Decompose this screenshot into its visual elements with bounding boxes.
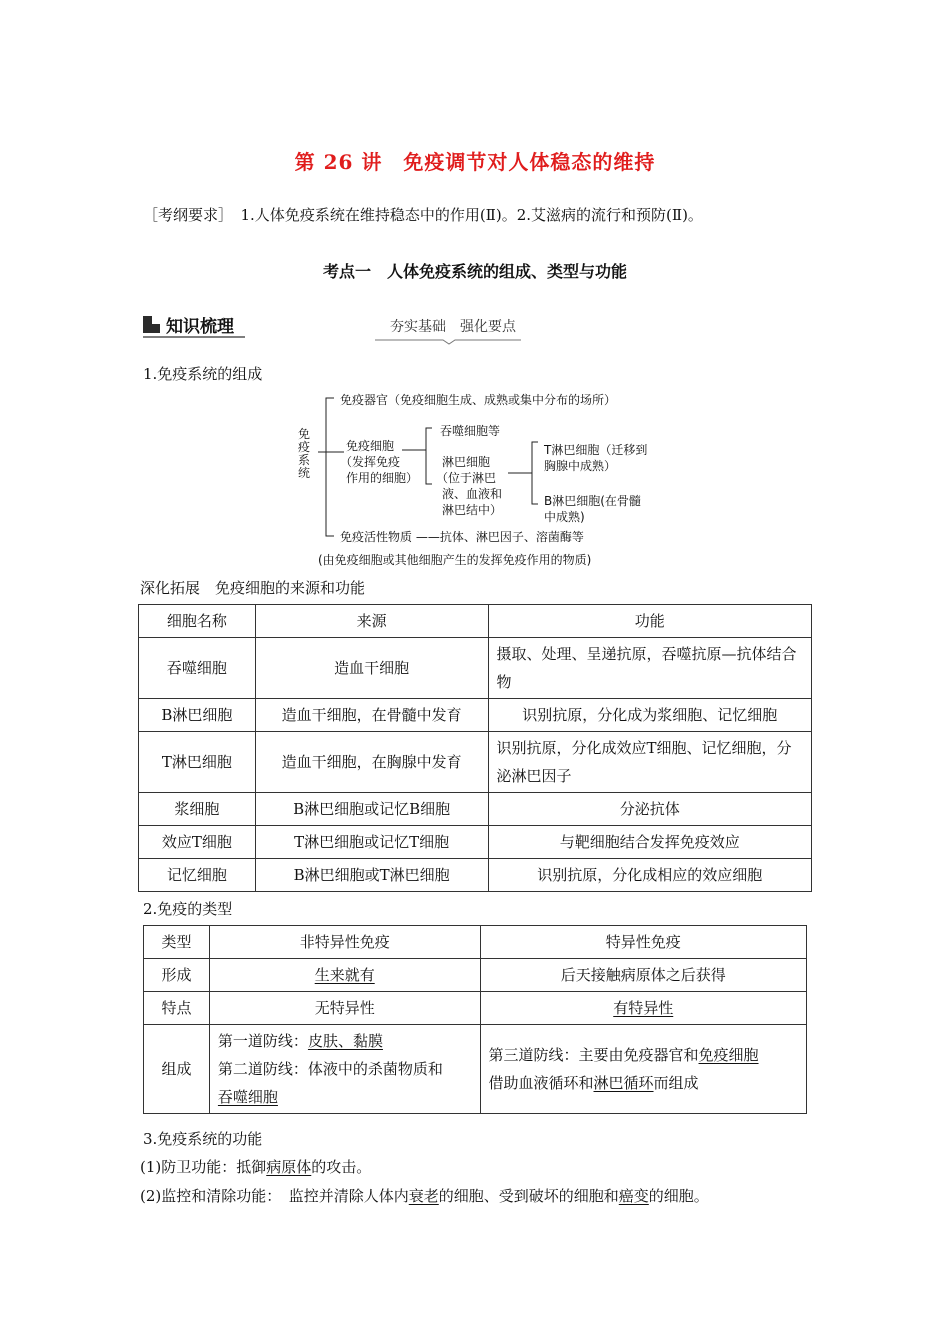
table-cell: 摄取、处理、呈递抗原，吞噬抗原—抗体结合物 <box>488 638 812 699</box>
table-cell: 记忆细胞 <box>139 859 256 892</box>
diagram-immune-cell-l3: 作用的细胞） <box>346 471 419 485</box>
diagram-note: (由免疫细胞或其他细胞产生的发挥免疫作用的物质) <box>318 553 592 567</box>
table-cell: 造血干细胞 <box>255 638 488 699</box>
table-cell: B淋巴细胞 <box>139 699 256 732</box>
table-row <box>139 859 812 892</box>
table-cell: 分泌抗体 <box>488 793 812 826</box>
topic-heading: 考点一 人体免疫系统的组成、类型与功能 <box>322 262 627 281</box>
underlined-answer: 皮肤、黏膜 <box>307 1032 383 1050</box>
diagram-phagocyte: 吞噬细胞等 <box>440 424 501 438</box>
table-cell: 识别抗原，分化成为浆细胞、记忆细胞 <box>488 699 812 732</box>
table-cell: 后天接触病原体之后获得 <box>480 959 807 992</box>
table-row <box>139 638 812 699</box>
table-cell: 效应T细胞 <box>139 826 256 859</box>
table-row <box>144 959 807 992</box>
diagram-b-cell-l2: 中成熟) <box>544 510 585 524</box>
band-underline <box>143 334 523 346</box>
table-cell: 识别抗原，分化成效应T细胞、记忆细胞，分泌淋巴因子 <box>488 732 812 793</box>
table-header-row <box>139 605 812 638</box>
table-header: 来源 <box>255 605 488 638</box>
section-3-heading: 3.免疫系统的功能 <box>143 1130 263 1148</box>
underlined-answer: 有特异性 <box>613 999 674 1017</box>
section-marker-notch <box>152 316 160 324</box>
table-cell: T淋巴细胞 <box>139 732 256 793</box>
table-cell: B淋巴细胞或T淋巴细胞 <box>255 859 488 892</box>
diagram-immune-cell-l1: 免疫细胞 <box>346 439 395 453</box>
table-cell <box>209 1025 480 1114</box>
table-cell <box>480 992 807 1025</box>
diagram-immune-organ: 免疫器官（免疫细胞生成、成熟或集中分布的场所） <box>340 393 617 407</box>
table-cell <box>209 959 480 992</box>
table-cell: T淋巴细胞或记忆T细胞 <box>255 826 488 859</box>
table-cell: 无特异性 <box>209 992 480 1025</box>
underlined-answer: 病原体 <box>266 1158 312 1176</box>
diagram-lymphocyte-l4: 淋巴结中） <box>442 503 503 517</box>
underlined-answer: 免疫细胞 <box>698 1046 759 1064</box>
underlined-answer: 癌变 <box>618 1187 649 1205</box>
diagram-root-label: 免 疫 系 统 <box>298 427 311 480</box>
knowledge-band-title: 知识梳理 <box>166 317 234 337</box>
table-row <box>139 793 812 826</box>
table-cell: 与靶细胞结合发挥免疫效应 <box>488 826 812 859</box>
table-row <box>139 826 812 859</box>
second-line-label: 第二道防线：体液中的杀菌物质和 <box>217 1060 443 1078</box>
diagram-b-cell-l1: B淋巴细胞(在骨髓 <box>544 494 641 508</box>
table-cell <box>480 1025 807 1114</box>
underlined-answer: 吞噬细胞 <box>217 1088 278 1106</box>
underlined-answer: 生来就有 <box>314 966 375 984</box>
underlined-answer: 衰老 <box>408 1187 439 1205</box>
table-row <box>139 732 812 793</box>
table-cell: 吞噬细胞 <box>139 638 256 699</box>
table-header-row <box>144 926 807 959</box>
diagram-t-cell-l1: T淋巴细胞（迁移到 <box>544 443 648 457</box>
knowledge-band-subtitle: 夯实基础 强化要点 <box>390 319 516 335</box>
function-surveillance-mid: 的细胞、受到破坏的细胞和 <box>438 1187 619 1205</box>
function-defense-end: 的攻击。 <box>311 1158 372 1176</box>
table-header: 非特异性免疫 <box>209 926 480 959</box>
table-header: 特异性免疫 <box>480 926 807 959</box>
diagram-t-cell-l2: 胸腺中成熟） <box>544 459 617 473</box>
first-line-label: 第一道防线： <box>217 1032 308 1050</box>
function-surveillance-text: (2)监控和清除功能： 监控并清除人体内 <box>140 1187 409 1205</box>
function-surveillance <box>140 1185 709 1206</box>
table-header: 类型 <box>144 926 210 959</box>
diagram-lymphocyte-l2: （位于淋巴 <box>436 471 497 485</box>
function-defense <box>140 1156 371 1177</box>
diagram-immune-cell-l2: （发挥免疫 <box>340 455 401 469</box>
table-cell: 造血干细胞，在骨髓中发育 <box>255 699 488 732</box>
table-cell: 组成 <box>144 1025 210 1114</box>
table-row <box>144 992 807 1025</box>
table-row <box>139 699 812 732</box>
deep-extension-title: 深化拓展 免疫细胞的来源和功能 <box>140 579 366 597</box>
section-1-heading: 1.免疫系统的组成 <box>143 365 263 383</box>
immune-cell-table <box>138 604 812 892</box>
table-cell: 形成 <box>144 959 210 992</box>
immunity-type-table <box>143 925 807 1114</box>
lesson-title: 第 26 讲 免疫调节对人体稳态的维持 <box>294 150 656 174</box>
third-line-end: 而组成 <box>653 1074 699 1092</box>
third-line-label: 第三道防线：主要由免疫器官和 <box>488 1046 699 1064</box>
table-cell: 特点 <box>144 992 210 1025</box>
table-cell: B淋巴细胞或记忆B细胞 <box>255 793 488 826</box>
table-row <box>144 1025 807 1114</box>
table-header: 功能 <box>488 605 812 638</box>
diagram-lymphocyte-l3: 液、血液和 <box>442 487 503 501</box>
diagram-active-substance: 免疫活性物质 ——抗体、淋巴因子、溶菌酶等 <box>340 530 584 544</box>
diagram-lymphocyte-l1: 淋巴细胞 <box>442 455 491 469</box>
table-cell: 造血干细胞，在胸腺中发育 <box>255 732 488 793</box>
exam-requirements: ［考纲要求］ 1.人体免疫系统在维持稳态中的作用(Ⅱ)。2.艾滋病的流行和预防(Ⅱ)。 <box>143 206 703 224</box>
underlined-answer: 淋巴循环 <box>593 1074 654 1092</box>
function-surveillance-end: 的细胞。 <box>648 1187 709 1205</box>
table-header: 细胞名称 <box>139 605 256 638</box>
function-defense-text: (1)防卫功能：抵御 <box>140 1158 267 1176</box>
table-cell: 识别抗原，分化成相应的效应细胞 <box>488 859 812 892</box>
table-cell: 浆细胞 <box>139 793 256 826</box>
section-2-heading: 2.免疫的类型 <box>143 900 233 918</box>
third-line-text: 借助血液循环和 <box>488 1074 594 1092</box>
